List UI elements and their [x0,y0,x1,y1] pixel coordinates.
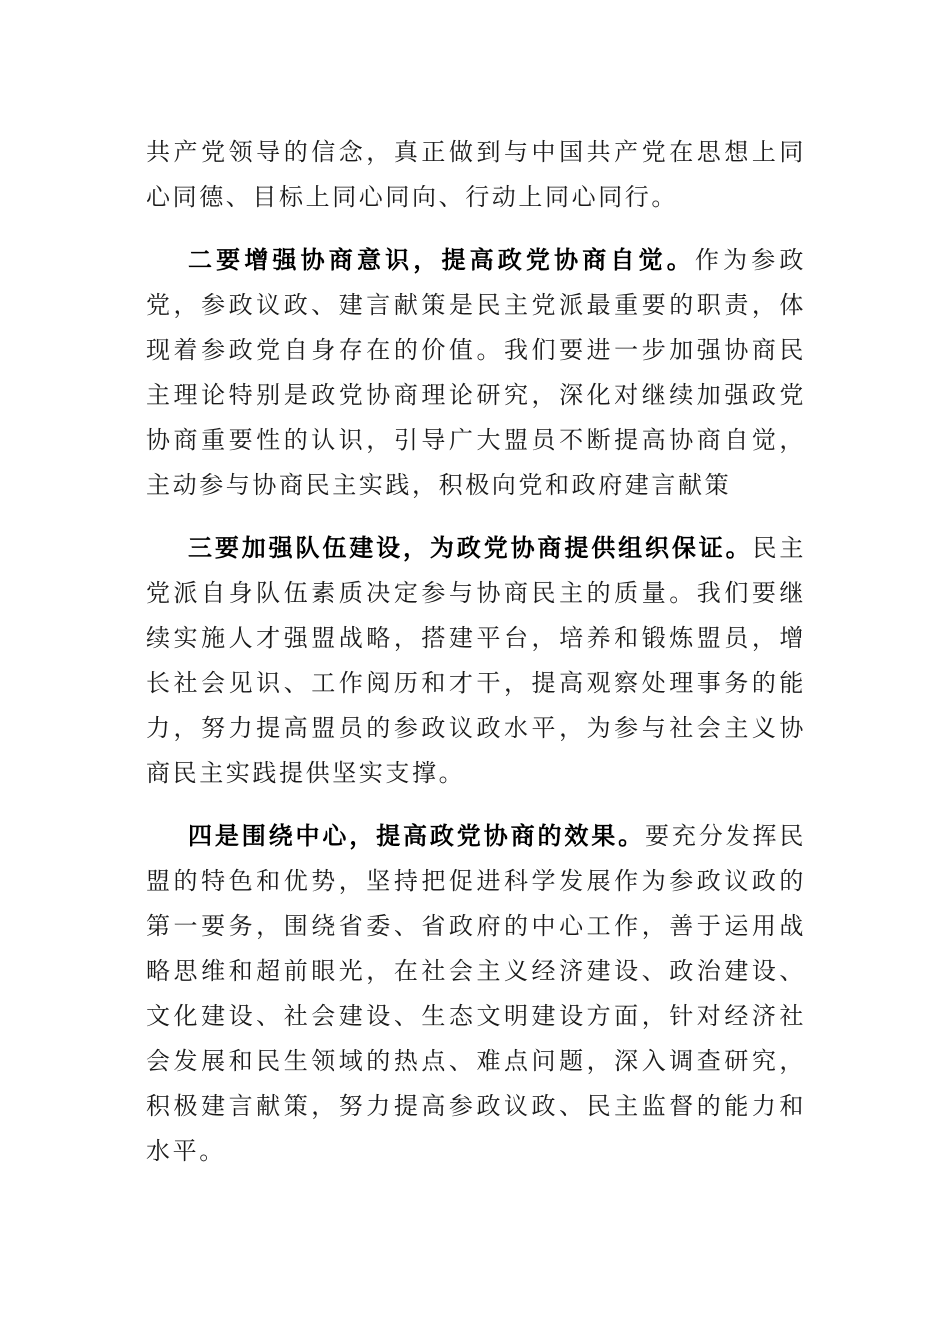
paragraph-heading: 四是围绕中心，提高政党协商的效果。 [188,821,645,850]
paragraph-body: 要充分发挥民盟的特色和优势，坚持把促进科学发展作为参政议政的第一要务，围绕省委、省政府的中心工作，善于运用战略思维和超前眼光，在社会主义经济建设、政治建设、文化建设、社会建设、生态文明建设方面，针对经济社会发展和民生领域的热点、难点问题，深入调查研究，积极建言献策，努力提高参政议政、民主监督的能力和水平。 [146,822,806,1165]
paragraph-heading: 三要加强队伍建设，为政党协商提供组织保证。 [188,533,753,562]
paragraph-heading: 二要增强协商意识，提高政党协商自觉。 [188,245,695,274]
paragraph-consultation-awareness [146,237,806,508]
paragraph-body: 共产党领导的信念，真正做到与中国共产党在思想上同心同德、目标上同心同向、行动上同心同行。 [146,138,806,211]
paragraph-continuation [146,130,806,220]
paragraph-team-building [146,525,806,796]
paragraph-body: 作为参政党，参政议政、建言献策是民主党派最重要的职责，体现着参政党自身存在的价值。我们要进一步加强协商民主理论特别是政党协商理论研究，深化对继续加强政党协商重要性的认识，引导广大盟员不断提高协商自觉，主动参与协商民主实践，积极向党和政府建言献策 [146,246,806,499]
document-page [146,130,806,1191]
paragraph-body: 民主党派自身队伍素质决定参与协商民主的质量。我们要继续实施人才强盟战略，搭建平台，培养和锻炼盟员，增长社会见识、工作阅历和才干，提高观察处理事务的能力，努力提高盟员的参政议政水平，为参与社会主义协商民主实践提供坚实支撑。 [146,534,806,787]
paragraph-center-focus [146,813,806,1174]
